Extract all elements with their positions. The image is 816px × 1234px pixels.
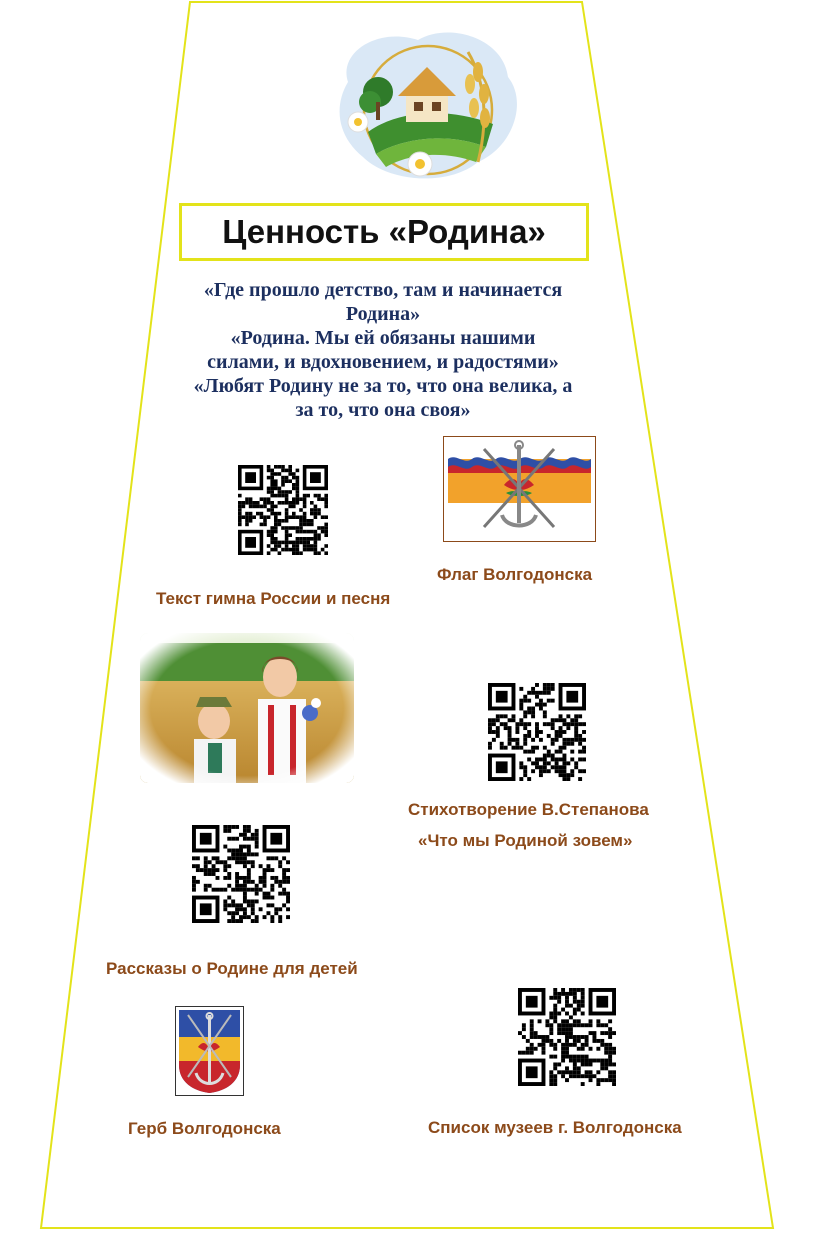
quote-line: «Любят Родину не за то, что она велика, а <box>193 375 573 397</box>
quote-line: «Где прошло детство, там и начинается <box>203 279 563 301</box>
quote-line: за то, что она своя» <box>295 399 471 421</box>
flag-caption[interactable]: Флаг Волгодонска <box>437 565 593 584</box>
anthem-caption[interactable]: Текст гимна России и песня <box>156 589 391 608</box>
poem-caption-line2[interactable]: «Что мы Родиной зовем» <box>418 831 633 850</box>
quote-line: «Родина. Мы ей обязаны нашими <box>230 327 536 349</box>
museums-qr-code-icon[interactable] <box>518 988 616 1086</box>
volgodonsk-coat-of-arms-icon[interactable] <box>175 1006 244 1096</box>
homeland-village-logo-icon <box>328 22 528 192</box>
title-box <box>179 203 589 261</box>
quote-line: Родина» <box>345 303 421 325</box>
museums-caption[interactable]: Список музеев г. Волгодонска <box>428 1118 682 1137</box>
volgodonsk-flag-icon[interactable] <box>443 436 596 542</box>
children-in-field-photo <box>140 633 354 783</box>
stories-qr-code-icon[interactable] <box>192 825 290 923</box>
anthem-qr-code-icon[interactable] <box>238 465 328 555</box>
quotes-block <box>160 278 606 422</box>
poem-qr-code-icon[interactable] <box>488 683 586 781</box>
page-title: Ценность «Родина» <box>222 213 546 250</box>
stories-caption[interactable]: Рассказы о Родине для детей <box>106 959 358 978</box>
coat-of-arms-caption[interactable]: Герб Волгодонска <box>128 1119 281 1138</box>
quote-line: силами, и вдохновением, и радостями» <box>207 351 559 373</box>
poem-caption-line1[interactable]: Стихотворение В.Степанова <box>408 800 649 819</box>
